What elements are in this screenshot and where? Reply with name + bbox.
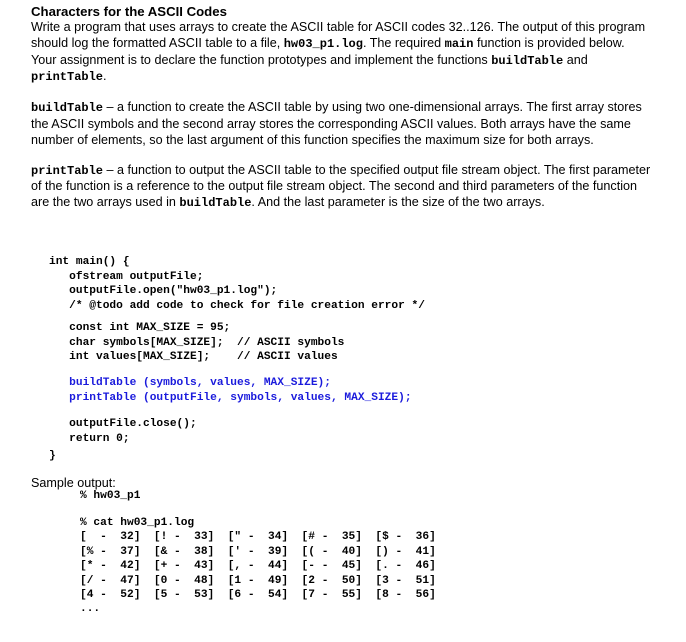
main-code-part-5 <box>49 449 56 464</box>
printtable-paragraph <box>31 163 651 212</box>
sample-output-label: Sample output: <box>31 476 116 490</box>
main-code-part-1 <box>49 255 425 313</box>
buildtable-ref: buildTable <box>179 196 252 211</box>
printtable-text-2: . And the last parameter is the size of the two arrays. <box>251 195 545 210</box>
buildtable-keyword: buildTable <box>491 53 564 68</box>
intro-text-4: and <box>563 52 588 67</box>
main-keyword: main <box>444 36 474 51</box>
main-code-part-2 <box>49 321 344 365</box>
sample-ellipsis <box>80 602 100 617</box>
printtable-text-1: – a function to output the ASCII table to the specified output file stream object. The first parameter of the function is a reference to the output file stream object. The second and third parameters of the function are the two arrays used in <box>31 162 651 210</box>
code-main-header: int main() { ofstream outputFile; outputFile.open("hw03_p1.log"); /* @todo add code to check for file creation error */ <box>49 256 425 312</box>
intro-text-2: . The required <box>362 35 445 50</box>
log-filename: hw03_p1.log <box>283 36 363 51</box>
buildtable-paragraph <box>31 100 651 148</box>
section-title: Characters for the ASCII Codes <box>31 4 227 19</box>
intro-text-1: Write a program that uses arrays to create the ASCII table for ASCII codes 32..126. The output of this program should log the formatted ASCII table to a file, <box>31 20 646 50</box>
run-command: % hw03_p1 <box>80 490 141 502</box>
main-code-part-4 <box>49 417 197 446</box>
intro-paragraph <box>31 20 651 86</box>
buildtable-text: – a function to create the ASCII table by using two one-dimensional arrays. The first array stores the ASCII symbols and the second array stores the corresponding ASCII values. Both arrays have the same number of elements, so the last argument of this function specifies the maximum size for both arrays. <box>31 100 642 147</box>
ascii-table-rows: [ - 32] [! - 33] [" - 34] [# - 35] [$ - 36] [% - 37] [& - 38] [' - 39] [( - 40] [) - 41] [* - 42] [+ - 43] [, - 44] [- - 45] [. - 46] [/ - 47] [0 - 48] [1 - 49] [2 - 50] [3 - 51] [4 - 52] [5 - 53] [6 - 54] [7 - 55] [8 - 56] <box>80 531 436 602</box>
printtable-keyword: printTable <box>31 70 104 85</box>
printtable-heading: printTable <box>31 163 104 178</box>
intro-text-5: . <box>103 69 107 84</box>
code-declarations: const int MAX_SIZE = 95; char symbols[MAX_SIZE]; // ASCII symbols int values[MAX_SIZE]; // ASCII values <box>69 322 345 364</box>
assignment-text <box>31 4 651 212</box>
sample-cat-command <box>80 516 194 531</box>
ellipsis-text: ... <box>80 603 101 615</box>
code-function-calls: buildTable (symbols, values, MAX_SIZE); printTable (outputFile, symbols, values, MAX_SIZE); <box>69 377 412 404</box>
cat-command: % cat hw03_p1.log <box>80 517 195 529</box>
code-close-return: outputFile.close(); return 0; <box>69 418 197 445</box>
buildtable-heading: buildTable <box>31 101 104 116</box>
sample-run-command <box>80 489 140 504</box>
main-code-part-3 <box>49 376 412 405</box>
ascii-table-output <box>80 530 436 603</box>
intro-text-3: function is provided below. Your assignment is to declare the function prototypes and implement the functions <box>31 35 625 67</box>
code-closing-brace: } <box>49 450 56 462</box>
